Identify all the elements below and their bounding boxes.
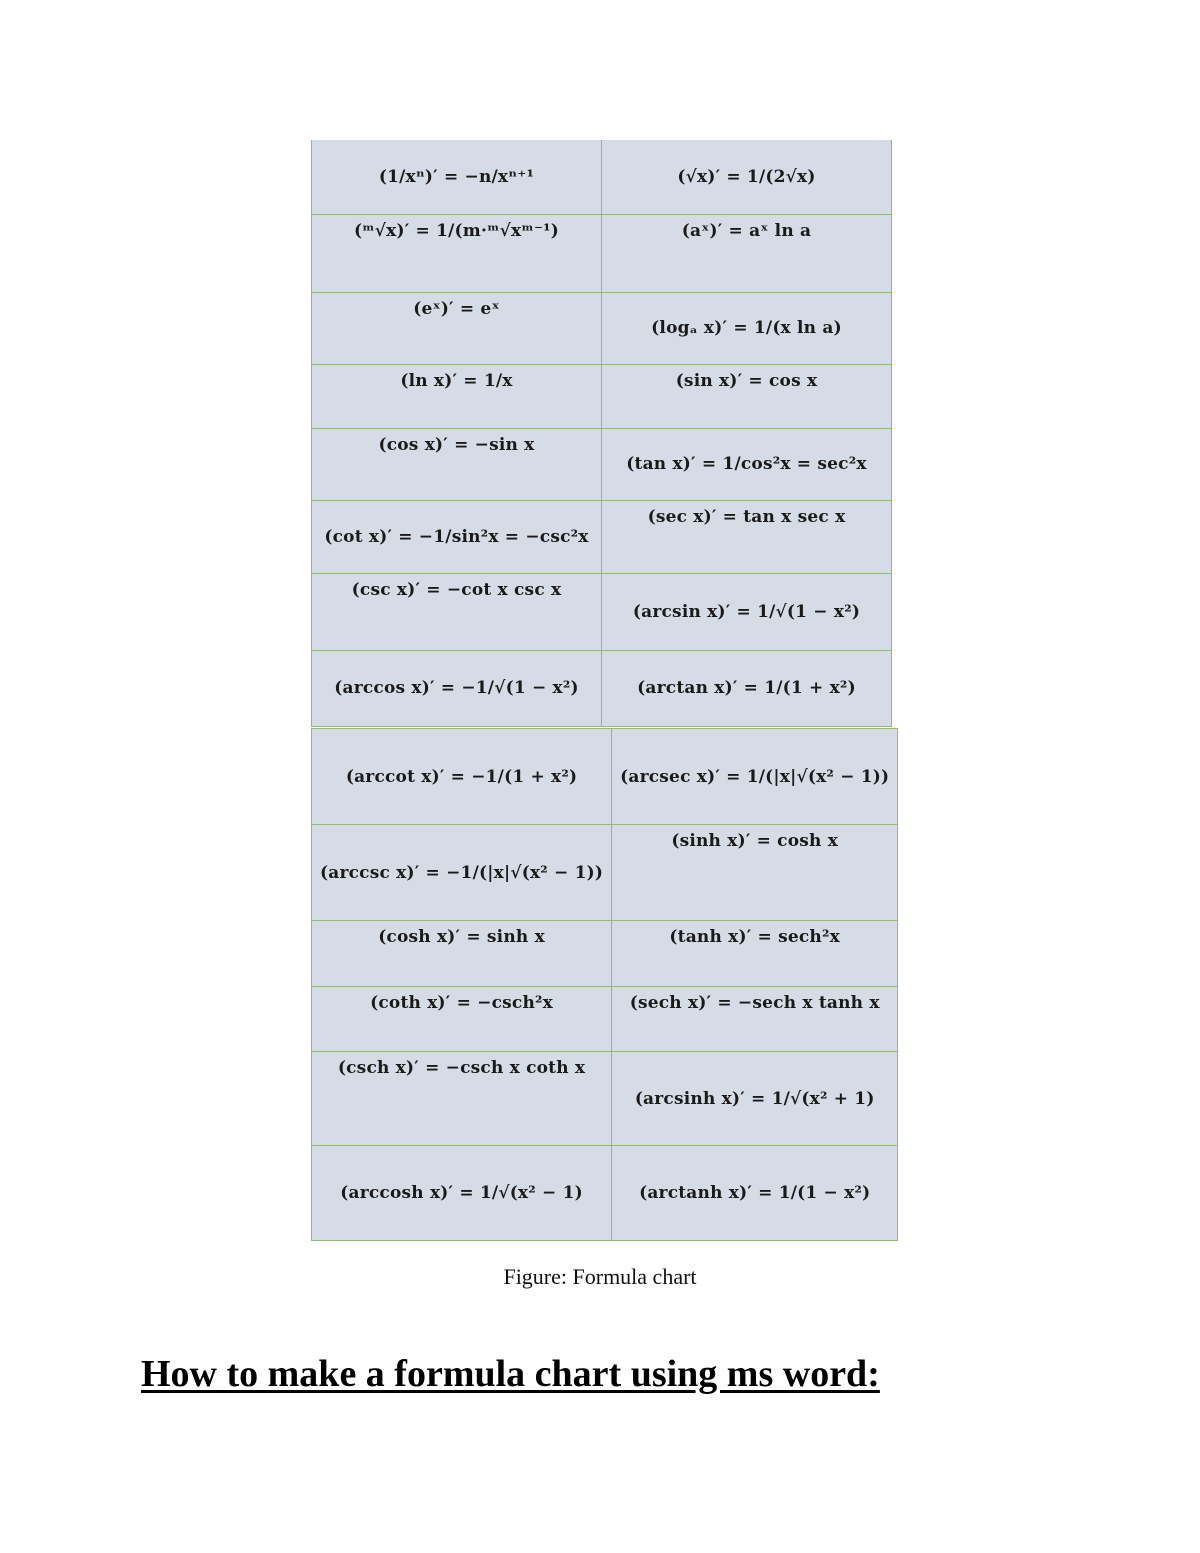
formula-cell — [312, 500, 602, 573]
formula-text: (tanh x)′ = sech²x — [669, 927, 840, 947]
table-row — [312, 500, 892, 573]
formula-text: (arccot x)′ = −1/(1 + x²) — [345, 766, 578, 787]
formula-cell — [312, 825, 612, 921]
formula-text: (coth x)′ = −csch²x — [370, 993, 553, 1013]
formula-cell — [312, 1052, 612, 1146]
table-row — [312, 729, 898, 825]
formula-cell — [612, 1052, 898, 1146]
formula-text: (sinh x)′ = cosh x — [671, 831, 839, 851]
formula-cell — [312, 921, 612, 987]
table-row — [312, 214, 892, 292]
formula-cell — [312, 1146, 612, 1241]
formula-text: (sech x)′ = −sech x tanh x — [629, 993, 880, 1013]
table-row — [312, 140, 892, 214]
formula-cell — [312, 573, 602, 650]
formula-text: (ᵐ√x)′ = 1/(m·ᵐ√xᵐ⁻¹) — [353, 220, 560, 241]
formula-text: (eˣ)′ = eˣ — [413, 298, 500, 319]
formula-text: (cos x)′ = −sin x — [378, 434, 535, 455]
table-row — [312, 987, 898, 1052]
formula-text: (ln x)′ = 1/x — [400, 370, 513, 391]
table-row — [312, 1146, 898, 1241]
formula-text: (arccosh x)′ = 1/√(x² − 1) — [340, 1183, 583, 1204]
table-row — [312, 921, 898, 987]
formula-table-bottom — [311, 728, 898, 1241]
formula-cell — [312, 428, 602, 500]
formula-cell — [312, 650, 602, 726]
formula-text: (cot x)′ = −1/sin²x = −csc²x — [324, 526, 589, 547]
formula-text: (sin x)′ = cos x — [675, 370, 818, 391]
formula-cell — [312, 140, 602, 214]
formula-text: (sec x)′ = tan x sec x — [647, 506, 846, 527]
formula-text: (√x)′ = 1/(2√x) — [677, 167, 816, 188]
formula-text: (arccsc x)′ = −1/(|x|√(x² − 1)) — [320, 862, 604, 883]
formula-cell — [312, 292, 602, 364]
table-row — [312, 292, 892, 364]
formula-text: (arcsinh x)′ = 1/√(x² + 1) — [634, 1088, 875, 1109]
formula-text: (logₐ x)′ = 1/(x ln a) — [651, 318, 842, 339]
table-row — [312, 1052, 898, 1146]
table-row — [312, 650, 892, 726]
formula-cell — [612, 1146, 898, 1241]
figure-caption: Figure: Formula chart — [503, 1264, 697, 1289]
table-row — [312, 825, 898, 921]
formula-cell — [602, 140, 892, 214]
formula-text: (arccos x)′ = −1/√(1 − x²) — [334, 678, 579, 699]
formula-text: (cosh x)′ = sinh x — [378, 927, 545, 947]
table-row — [312, 573, 892, 650]
formula-cell — [602, 650, 892, 726]
formula-cell — [312, 987, 612, 1052]
table-row — [312, 364, 892, 428]
formula-cell — [312, 214, 602, 292]
formula-text: (arctan x)′ = 1/(1 + x²) — [637, 678, 856, 699]
formula-cell — [602, 214, 892, 292]
formula-cell — [312, 729, 612, 825]
section-heading: How to make a formula chart using ms word: — [141, 1353, 880, 1395]
formula-text: (tan x)′ = 1/cos²x = sec²x — [626, 454, 867, 475]
formula-cell — [312, 364, 602, 428]
formula-cell — [602, 364, 892, 428]
formula-text: (1/xⁿ)′ = −n/xⁿ⁺¹ — [378, 167, 535, 188]
formula-text: (arcsin x)′ = 1/√(1 − x²) — [632, 601, 861, 622]
formula-cell — [602, 500, 892, 573]
formula-text: (arctanh x)′ = 1/(1 − x²) — [639, 1183, 871, 1204]
formula-cell — [612, 825, 898, 921]
formula-cell — [602, 573, 892, 650]
formula-cell — [612, 987, 898, 1052]
formula-text: (aˣ)′ = aˣ ln a — [681, 220, 812, 241]
formula-cell — [602, 428, 892, 500]
table-row — [312, 428, 892, 500]
formula-cell — [602, 292, 892, 364]
formula-cell — [612, 729, 898, 825]
formula-table-top — [311, 140, 892, 727]
formula-text: (arcsec x)′ = 1/(|x|√(x² − 1)) — [620, 766, 890, 787]
formula-text: (csch x)′ = −csch x coth x — [337, 1058, 586, 1078]
formula-text: (csc x)′ = −cot x csc x — [351, 579, 562, 600]
formula-cell — [612, 921, 898, 987]
